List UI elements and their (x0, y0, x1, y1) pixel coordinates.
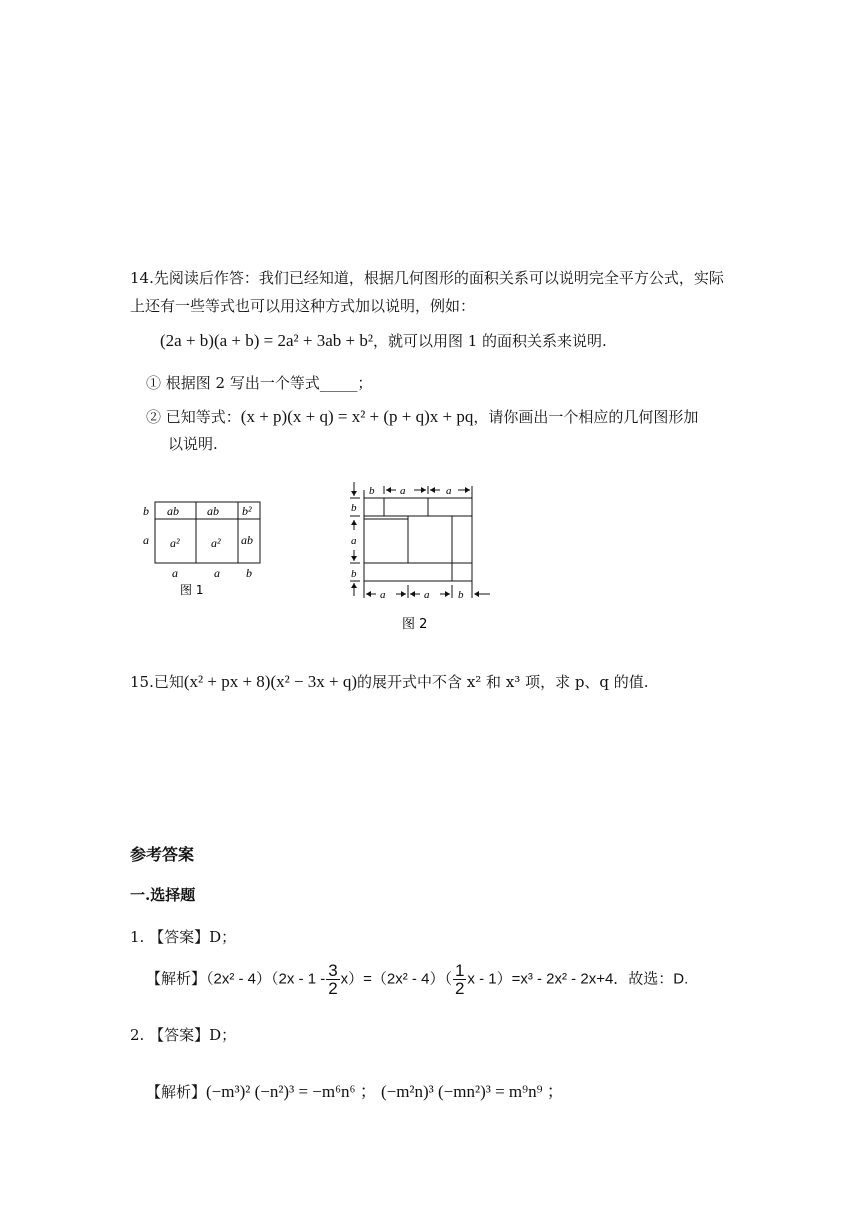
item2-suffix: ，请你画出一个相应的几何图形加 (473, 408, 699, 426)
figure-2 (340, 478, 500, 638)
fig1-cell: ab (207, 504, 219, 518)
fig1-side-label-a: a (143, 533, 149, 547)
fig2-left-label: a (351, 535, 357, 547)
frac-den: 2 (328, 979, 338, 998)
fig1-caption: 图 1 (180, 583, 204, 597)
item2-prefix: ② 已知等式： (146, 408, 241, 426)
fig1-cell: a² (211, 536, 221, 550)
q14-example (160, 331, 607, 351)
fig2-left-label: b (351, 502, 357, 514)
item2-equation: (x + p)(x + q) = x² + (p + q)x + pq (240, 407, 474, 426)
a1-part2: x）=（2x² - 4）（ (340, 970, 452, 988)
a1-part1: （2x² - 4）（2x - 1 - (206, 970, 326, 988)
a2-equations: (−m³)² (−n²)³ = −m⁶n⁶ ； (−m²n)³ (−mn²)³ = m⁹n⁹ ； (206, 1082, 564, 1101)
q15 (130, 672, 649, 692)
fig2-top-label: a (400, 485, 406, 497)
fig1-side-label-b: b (143, 504, 149, 518)
q15-equation: (x² + px + 8)(x² − 3x + q) (183, 672, 358, 691)
fig1-cell: ab (167, 504, 179, 518)
q14-item1: ① 根据图 2 写出一个等式_____； (146, 374, 373, 392)
frac-num: 3 (328, 961, 338, 980)
fraction-3-2 (326, 962, 339, 997)
a1-part3: x - 1）=x³ - 2x² - 2x+4．故选：D. (467, 970, 689, 988)
fig1-bottom-label: b (246, 566, 252, 580)
answer-1-explanation (146, 962, 688, 997)
explain-label: 【解析】 (146, 1083, 207, 1101)
fig2-caption: 图 2 (402, 617, 428, 632)
fig2-top-label: b (369, 485, 375, 497)
fig1-cell: ab (241, 533, 253, 547)
example-equation: (2a + b)(a + b) = 2a² + 3ab + b² (160, 331, 373, 350)
q15-prefix: 15.已知 (130, 673, 184, 691)
figure-1 (138, 496, 268, 600)
frac-den: 2 (454, 979, 465, 998)
q14-item2-line2: 以说明. (168, 435, 218, 453)
fig2-top-label: a (446, 485, 452, 497)
q15-suffix: 的展开式中不含 x² 和 x³ 项，求 p、q 的值. (357, 673, 649, 691)
fig1-bottom-label: a (172, 566, 178, 580)
section-heading: 一.选择题 (130, 886, 196, 904)
example-text: ，就可以用图 1 的面积关系来说明. (372, 332, 607, 350)
answer-1-label: 1. 【答案】D； (130, 928, 237, 946)
fig1-bottom-label: a (214, 566, 220, 580)
answers-heading: 参考答案 (130, 845, 195, 864)
q14-item2 (146, 407, 698, 427)
fig2-left-label: b (351, 568, 357, 580)
fig2-bottom-label: a (380, 589, 386, 601)
fig1-cell: a² (170, 536, 180, 550)
fig1-cell: b² (242, 504, 252, 518)
frac-num: 1 (454, 961, 465, 980)
fig2-bottom-label: a (424, 589, 430, 601)
answer-2-explanation (146, 1077, 564, 1102)
q14-line1: 14.先阅读后作答：我们已经知道，根据几何图形的面积关系可以说明完全平方公式，实际 (130, 269, 724, 287)
fraction-1-2 (453, 962, 466, 997)
q14-line2: 上还有一些等式也可以用这种方式加以说明，例如： (130, 297, 476, 315)
explain-label: 【解析】 (146, 970, 207, 988)
answer-2-label: 2. 【答案】D； (130, 1026, 237, 1044)
fig2-bottom-label: b (458, 589, 464, 601)
